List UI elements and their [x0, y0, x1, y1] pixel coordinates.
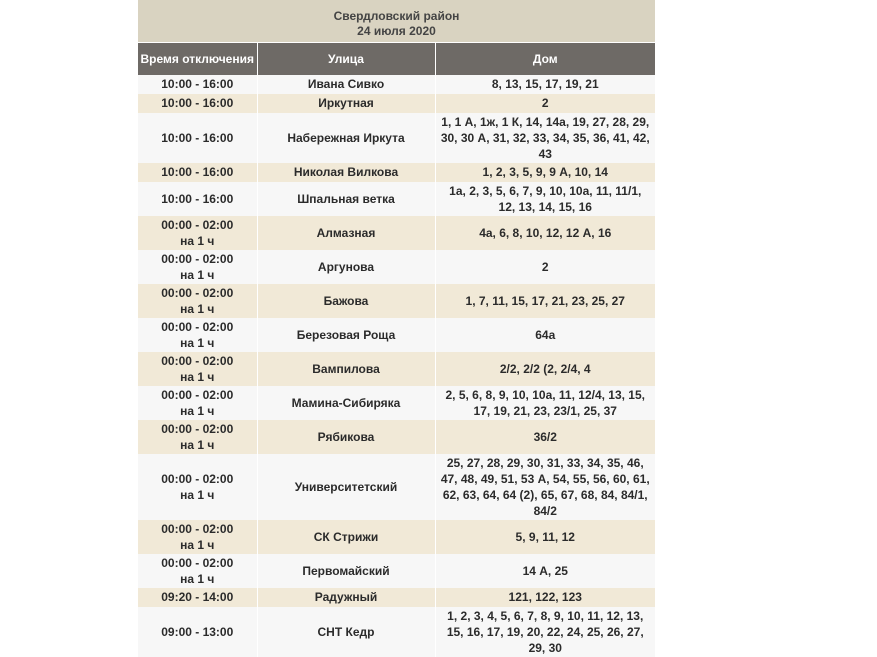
street-cell: Иркутная — [257, 94, 435, 113]
houses-cell: 2, 5, 6, 8, 9, 10, 10а, 11, 12/4, 13, 15, 17, 19, 21, 23, 23/1, 25, 37 — [435, 386, 655, 420]
duration-note: на 1 ч — [180, 369, 215, 384]
street-cell: Первомайский — [257, 554, 435, 588]
table-row — [138, 163, 655, 182]
houses-cell: 36/2 — [435, 420, 655, 454]
houses-cell: 4а, 6, 8, 10, 12, 12 А, 16 — [435, 216, 655, 250]
duration-note: на 1 ч — [180, 571, 215, 586]
street-cell: СК Стрижи — [257, 520, 435, 554]
time-range: 00:00 - 02:00 — [161, 471, 234, 486]
houses-cell: 2 — [435, 94, 655, 113]
street-cell: СНТ Кедр — [257, 607, 435, 657]
time-range: 10:00 - 16:00 — [161, 77, 234, 91]
table-row — [138, 520, 655, 554]
table-row — [138, 352, 655, 386]
time-cell — [138, 420, 257, 454]
street-cell: Аргунова — [257, 250, 435, 284]
time-cell — [138, 318, 257, 352]
duration-note: на 1 ч — [180, 403, 215, 418]
time-range: 10:00 - 16:00 — [161, 96, 234, 110]
time-cell — [138, 520, 257, 554]
time-range: 10:00 - 16:00 — [161, 165, 234, 179]
houses-cell: 14 А, 25 — [435, 554, 655, 588]
time-range: 00:00 - 02:00 — [161, 521, 234, 536]
duration-note: на 1 ч — [180, 537, 215, 552]
houses-cell: 1, 2, 3, 4, 5, 6, 7, 8, 9, 10, 11, 12, 13, 15, 16, 17, 19, 20, 22, 24, 25, 26, 27, 29, 30 — [435, 607, 655, 657]
table-row — [138, 250, 655, 284]
duration-note: на 1 ч — [180, 437, 215, 452]
time-range: 09:20 - 14:00 — [161, 590, 234, 604]
time-range: 00:00 - 02:00 — [161, 353, 234, 368]
table-row — [138, 182, 655, 216]
street-cell: Николая Вилкова — [257, 163, 435, 182]
table-title — [138, 0, 655, 42]
street-cell: Университетский — [257, 454, 435, 520]
table-row — [138, 216, 655, 250]
time-cell — [138, 554, 257, 588]
duration-note: на 1 ч — [180, 267, 215, 282]
duration-note: на 1 ч — [180, 301, 215, 316]
time-cell — [138, 216, 257, 250]
table-row — [138, 454, 655, 520]
time-range: 00:00 - 02:00 — [161, 555, 234, 570]
table-row — [138, 284, 655, 318]
street-cell: Алмазная — [257, 216, 435, 250]
time-cell — [138, 284, 257, 318]
time-range: 10:00 - 16:00 — [161, 130, 234, 145]
street-cell: Набережная Иркута — [257, 113, 435, 163]
table-row — [138, 554, 655, 588]
houses-cell: 5, 9, 11, 12 — [435, 520, 655, 554]
duration-note: на 1 ч — [180, 487, 215, 502]
table-row — [138, 420, 655, 454]
street-cell: Ивана Сивко — [257, 75, 435, 94]
houses-cell: 25, 27, 28, 29, 30, 31, 33, 34, 35, 46, 47, 48, 49, 51, 53 А, 54, 55, 56, 60, 61, 62, 63, 64, 64 (2), 65, 67, 68, 84, 84/1, 84/2 — [435, 454, 655, 520]
houses-cell: 1а, 2, 3, 5, 6, 7, 9, 10, 10а, 11, 11/1, 12, 13, 14, 15, 16 — [435, 182, 655, 216]
houses-cell: 1, 2, 3, 5, 9, 9 А, 10, 14 — [435, 163, 655, 182]
street-cell: Вампилова — [257, 352, 435, 386]
outage-table — [138, 0, 655, 657]
time-range: 10:00 - 16:00 — [161, 191, 234, 206]
time-range: 00:00 - 02:00 — [161, 217, 234, 232]
houses-cell: 8, 13, 15, 17, 19, 21 — [435, 75, 655, 94]
time-cell — [138, 588, 257, 607]
houses-cell: 2 — [435, 250, 655, 284]
houses-cell: 64а — [435, 318, 655, 352]
time-range: 00:00 - 02:00 — [161, 251, 234, 266]
duration-note: на 1 ч — [180, 335, 215, 350]
time-range: 00:00 - 02:00 — [161, 421, 234, 436]
houses-cell: 2/2, 2/2 (2, 2/4, 4 — [435, 352, 655, 386]
column-header-street: Улица — [257, 42, 435, 75]
table-row — [138, 75, 655, 94]
time-cell — [138, 75, 257, 94]
street-cell: Мамина-Сибиряка — [257, 386, 435, 420]
table-row — [138, 318, 655, 352]
time-cell — [138, 94, 257, 113]
date: 24 июля 2020 — [357, 23, 436, 38]
outage-schedule — [138, 0, 655, 657]
street-cell: Бажова — [257, 284, 435, 318]
time-cell — [138, 454, 257, 520]
table-row — [138, 94, 655, 113]
street-cell: Березовая Роща — [257, 318, 435, 352]
houses-cell: 121, 122, 123 — [435, 588, 655, 607]
street-cell: Шпальная ветка — [257, 182, 435, 216]
time-range: 00:00 - 02:00 — [161, 387, 234, 402]
table-row — [138, 588, 655, 607]
time-cell — [138, 386, 257, 420]
column-headers — [138, 42, 655, 75]
time-cell — [138, 250, 257, 284]
time-range: 00:00 - 02:00 — [161, 319, 234, 334]
time-cell — [138, 352, 257, 386]
time-range: 00:00 - 02:00 — [161, 285, 234, 300]
district-name: Свердловский район — [333, 8, 460, 23]
time-cell — [138, 182, 257, 216]
time-cell — [138, 163, 257, 182]
table-row — [138, 386, 655, 420]
street-cell: Рябикова — [257, 420, 435, 454]
street-cell: Радужный — [257, 588, 435, 607]
houses-cell: 1, 1 А, 1ж, 1 К, 14, 14а, 19, 27, 28, 29, 30, 30 А, 31, 32, 33, 34, 35, 36, 41, 42, 43 — [435, 113, 655, 163]
time-range: 09:00 - 13:00 — [161, 624, 234, 639]
table-row — [138, 113, 655, 163]
duration-note: на 1 ч — [180, 233, 215, 248]
column-header-house: Дом — [435, 42, 655, 75]
column-header-time: Время отключения — [138, 42, 257, 75]
time-cell — [138, 113, 257, 163]
houses-cell: 1, 7, 11, 15, 17, 21, 23, 25, 27 — [435, 284, 655, 318]
